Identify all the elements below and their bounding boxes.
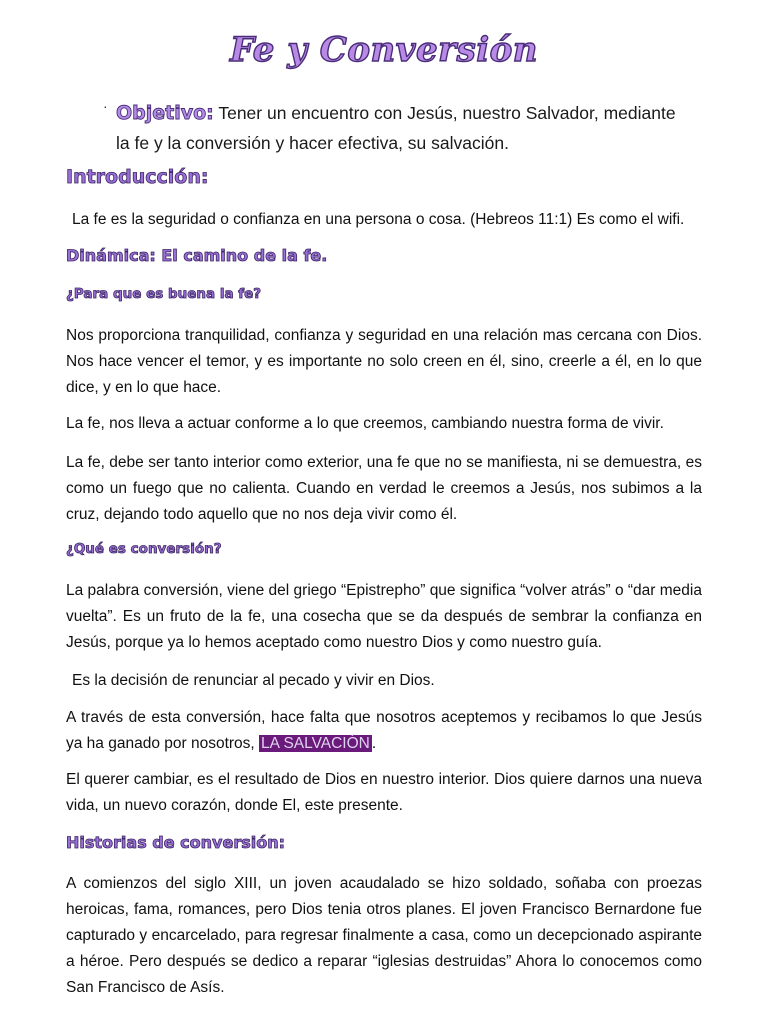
para-que-paragraph-1: Nos proporciona tranquilidad, confianza y seguridad en una relación mas cercana con Dios. Nos hace vencer el temor, y es importante no solo creen en él, sino, creerle a él, en lo que dice, y en lo que hace. bbox=[66, 327, 702, 396]
dinamica-heading: Dinámica: El camino de la fe. bbox=[66, 246, 328, 265]
intro-heading: Introducción: bbox=[66, 166, 209, 188]
page-title: Fe y Conversión bbox=[229, 30, 539, 70]
historias-heading: Historias de conversión: bbox=[66, 833, 286, 852]
objective-label: Objetivo: bbox=[116, 102, 214, 124]
objective-text: Tener un encuentro con Jesús, nuestro Salvador, mediante la fe y la conversión y hacer efectiva, su salvación. bbox=[116, 103, 676, 153]
que-es-paragraph-1: La palabra conversión, viene del griego “Epistrepho” que significa “volver atrás” o “dar media vuelta”. Es un fruto de la fe, una cosecha que se da después de sembrar la confianza en Jesús, porque ya lo hemos aceptado como nuestro Dios y como nuestro guía. bbox=[66, 582, 702, 651]
que-es-paragraph-2: Es la decisión de renunciar al pecado y vivir en Dios. bbox=[72, 672, 435, 689]
para-que-heading: ¿Para que es buena la fe? bbox=[66, 286, 262, 302]
salvation-highlight: LA SALVACIÓN bbox=[261, 735, 370, 752]
que-es-paragraph-3 bbox=[66, 705, 702, 757]
que-es-heading: ¿Qué es conversión? bbox=[66, 541, 222, 557]
que-es-paragraph-3-text: A través de esta conversión, hace falta que nosotros aceptemos y recibamos lo que Jesús ya ha ganado por nosotros, bbox=[66, 709, 702, 752]
que-es-paragraph-4: El querer cambiar, es el resultado de Dios en nuestro interior. Dios quiere darnos una nueva vida, un nuevo corazón, donde El, este presente. bbox=[66, 771, 702, 814]
historias-paragraph-1: A comienzos del siglo XIII, un joven acaudalado se hizo soldado, soñaba con proezas heroicas, fama, romances, pero Dios tenia otros planes. El joven Francisco Bernardone fue capturado y encarcelado, para regresar finalmente a casa, como un decepcionado aspirante a héroe. Pero después se dedico a reparar “iglesias destruidas” Ahora lo conocemos como San Francisco de Asís. bbox=[66, 875, 702, 996]
intro-text: La fe es la seguridad o confianza en una persona o cosa. (Hebreos 11:1) Es como el wifi. bbox=[72, 211, 685, 228]
que-es-paragraph-3-end: . bbox=[371, 735, 377, 752]
bullet-dot: · bbox=[103, 98, 108, 114]
para-que-paragraph-2: La fe, nos lleva a actuar conforme a lo que creemos, cambiando nuestra forma de vivir. bbox=[66, 415, 664, 432]
objective-paragraph bbox=[116, 98, 676, 158]
para-que-paragraph-3: La fe, debe ser tanto interior como exterior, una fe que no se manifiesta, ni se demuestra, es como un fuego que no calienta. Cuando en verdad le creemos a Jesús, nos subimos a la cruz, dejando todo aquello que no nos deja vivir como él. bbox=[66, 454, 702, 523]
